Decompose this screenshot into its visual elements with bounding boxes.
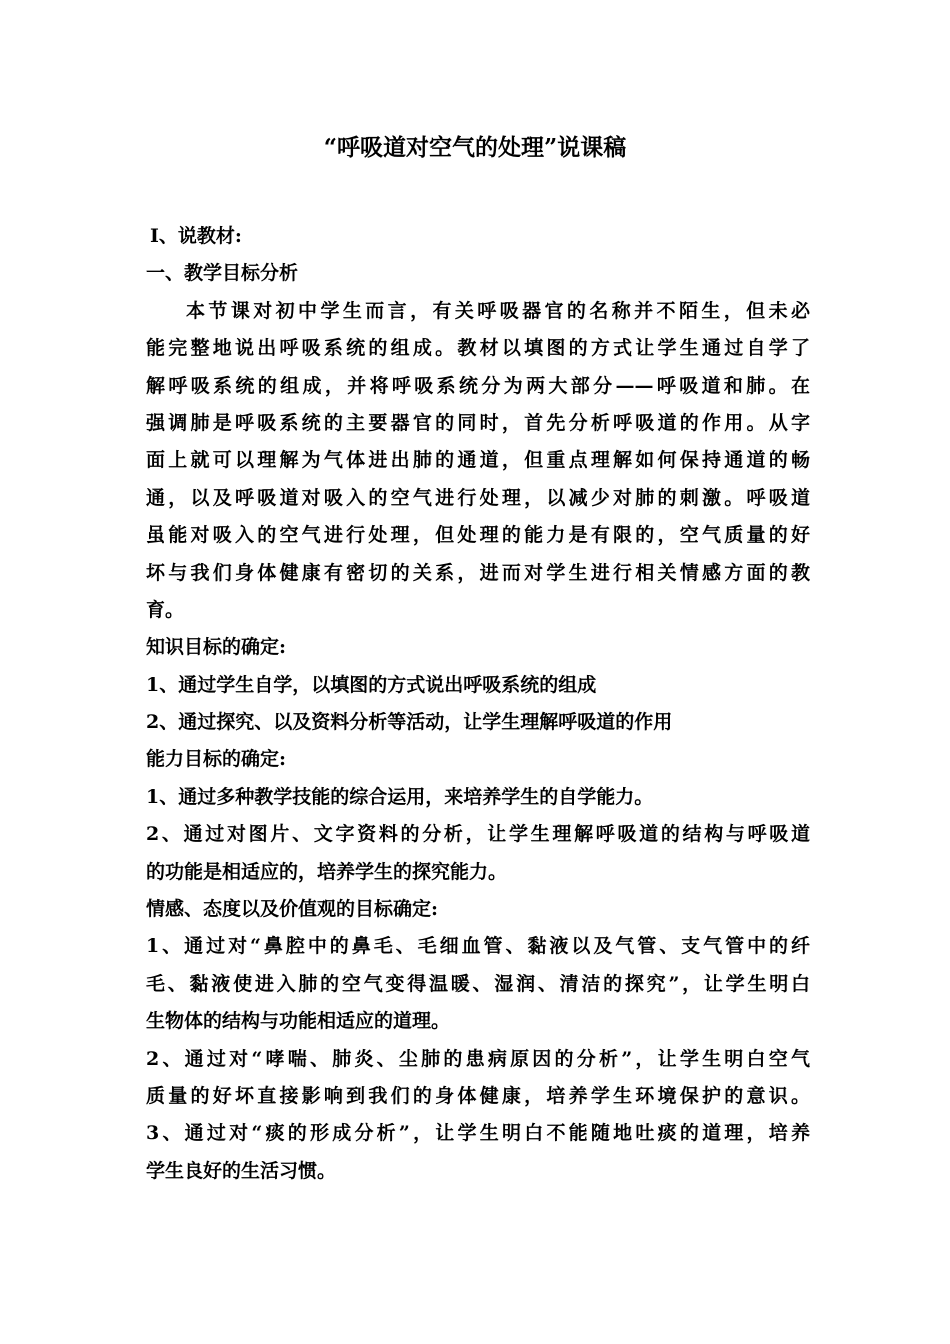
paragraph-line: 育。 [146,598,185,621]
paragraph-line: 1、通过对“鼻腔中的鼻毛、毛细血管、黏液以及气管、支气管中的纤 [146,935,810,958]
paragraph-line: 强调肺是呼吸系统的主要器官的同时，首先分析呼吸道的作用。从字 [146,411,810,434]
paragraph-line: 毛、黏液使进入肺的空气变得温暖、湿润、清洁的探究”，让学生明白 [146,972,810,995]
paragraph-line: 的功能是相适应的，培养学生的探究能力。 [146,860,508,883]
paragraph-line: 2、通过对图片、文字资料的分析，让学生理解呼吸道的结构与呼吸道 [146,823,810,846]
paragraph-line: 2、通过对“哮喘、肺炎、尘肺的患病原因的分析”，让学生明白空气 [146,1047,810,1070]
paragraph-line: 学生良好的生活习惯。 [146,1159,337,1182]
ability-item: 1、通过多种教学技能的综合运用，来培养学生的自学能力。 [146,785,654,808]
paragraph-line: 本节课对初中学生而言，有关呼吸器官的名称并不陌生，但未必 [186,299,810,322]
paragraph-line: 质量的好坏直接影响到我们的身体健康，培养学生环境保护的意识。 [146,1084,810,1107]
document-title: “呼吸道对空气的处理”说课稿 [323,134,627,161]
paragraph-line: 生物体的结构与功能相适应的道理。 [146,1010,451,1033]
paragraph-line: 3、通过对“痰的形成分析”，让学生明白不能随地吐痰的道理，培养 [146,1122,810,1145]
intro-paragraph [146,293,810,630]
emotion-heading: 情感、态度以及价值观的目标确定: [146,898,439,921]
document-body [146,218,810,1190]
paragraph-line: 能完整地说出呼吸系统的组成。教材以填图的方式让学生通过自学了 [146,337,810,360]
ability-heading: 能力目标的确定: [146,748,287,771]
paragraph-line: 面上就可以理解为气体进出肺的通道，但重点理解如何保持通道的畅 [146,449,810,472]
subsection-heading: 一、教学目标分析 [146,262,299,285]
paragraph-line: 虽能对吸入的空气进行处理，但处理的能力是有限的，空气质量的好 [146,524,810,547]
paragraph-line: 坏与我们身体健康有密切的关系，进而对学生进行相关情感方面的教 [146,561,810,584]
emotion-item [146,1115,810,1190]
paragraph-line: 解呼吸系统的组成，并将呼吸系统分为两大部分——呼吸道和肺。在 [146,374,810,397]
paragraph-line: 通，以及呼吸道对吸入的空气进行处理，以减少对肺的刺激。呼吸道 [146,486,810,509]
ability-item [146,816,810,891]
emotion-item [146,1041,810,1116]
section-heading: Ⅰ、说教材: [150,225,242,247]
emotion-item [146,928,810,1040]
knowledge-heading: 知识目标的确定: [146,636,287,659]
knowledge-item: 1、通过学生自学，以填图的方式说出呼吸系统的组成 [146,673,597,696]
knowledge-item: 2、通过探究、以及资料分析等活动，让学生理解呼吸道的作用 [146,711,673,734]
